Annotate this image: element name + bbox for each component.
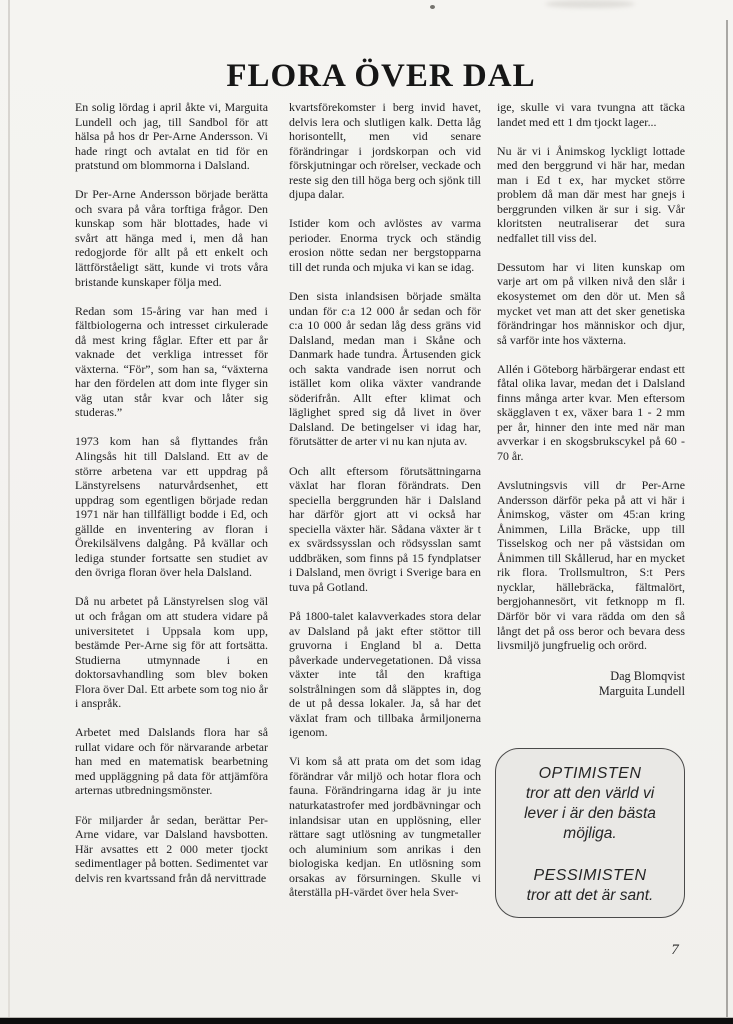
paragraph: Dessutom har vi liten kunskap om varje art om på vilken nivå den slår i ekosystemet om den dör ut. Men så mycket vet man att det sker genetiska förändringar hos människor och djur, så varför inte hos växterna. [497,259,685,347]
quote-box [495,748,685,918]
paragraph: Istider kom och avlöstes av varma perioder. Enorma tryck och ständig erosion nötte sedan ner bergstopparna till det runda och mjuka vi kan se idag. [289,216,481,274]
page-number: 7 [671,942,679,958]
paragraph: Dr Per-Arne Andersson började berätta och svara på våra torftiga frågor. Den kunskap som här blottades, hade vi svårt att hänga med i, men då han redogjorde för allt på ett enkelt och lättförståeligt sätt, kunde vi trots våra bristande kunskaper följa med. [75,187,268,289]
author-name: Marguita Lundell [598,684,685,699]
paragraph: ige, skulle vi vara tvungna att täcka landet med ett 1 dm tjockt lager... [497,100,685,129]
paragraph: Då nu arbetet på Länstyrelsen slog väl ut och frågan om att studera vidare på universitetet i Uppsala kom upp, bestämde Per-Arne sig för att fortsätta. Studierna utmynnade i en doktorsavhandling som blev boken Flora över Dal. Ett arbete som tog nio år i anspråk. [75,594,268,711]
paragraph: 1973 kom han så flyttandes från Alingsås hit till Dalsland. Ett av de större arbetena var ett uppdrag på Länstyrelsens naturvårdsenhet, ett uppdrag som egentligen började redan 1971 när han tillfälligt bodde i Ed, och gällde en inventering av floran i Örekilsälvens dalgång. På kvällar och lediga stunder fortsatte sen studiet av den övriga floran över hela Dalsland. [75,434,268,580]
paragraph: Avslutningsvis vill dr Per-Arne Andersson därför peka på att vi här i Ånimskog, väster om 45:an kring Ånimmen, Lilla Bräcke, upp till Tisselskog och ner på västsidan om Ånimmen till Skållerud, har en mycket rik flora. Trollsmultron, S:t Pers nycklar, hällebräcka, fältmalört, bergjohannesört, vit fetknopp m fl. Därför bör vi vara rädda om den så långt det på oss beror och bevara dess livsmiljö jungfruelig och orörd. [497,478,685,653]
paragraph: Nu är vi i Ånimskog lyckligt lottade med den berggrund vi här har, medan man i Ed t ex, har mycket större problem då man där mest har gnejs i berggrunden vilken är sur i sig. Vår kloritsten neutraliserar det sura nedfallet till viss del. [497,143,685,245]
author-signature [497,669,685,700]
author-name: Dag Blomqvist [610,668,685,683]
paragraph: För miljarder år sedan, berättar Per-Arne vidare, var Dalsland havsbotten. Här avsattes ett 2 000 meter tjockt sedimentlager på botten. Sedimentet var delvis ren kvartssand från då nervittrade [75,812,268,885]
quote-pessimist-text: tror att det är sant. [526,887,654,904]
scan-edge-left [8,0,10,1024]
paragraph: Allén i Göteborg härbärgerar endast ett fåtal olika lavar, medan det i Dalsland finns många arter kvar. Men eftersom skägglaven t ex, växer bara 1 - 2 mm per år, hinner den inte med när man avverkar i en skogsbrukscykel på 60 - 70 år. [497,361,685,463]
scan-smudge [545,0,635,8]
page-title: FLORA ÖVER DAL [226,58,536,95]
paragraph: Arbetet med Dalslands flora har så rullat vidare och för närvarande arbetar han med en matematisk bearbetning med uppläggning på data för attjämföra arternas utbredningsmönster. [75,725,268,798]
quote-optimist-title: OPTIMISTEN [538,765,642,782]
scan-edge-right [726,20,728,1024]
text-column-middle [289,100,481,900]
text-column-left [75,100,268,885]
paragraph: Vi kom så att prata om det som idag förändrar vår miljö och hotar flora och fauna. Förändringarna idag är ju inte naturkatastrofer med jordbävningar och inlandsisar utan en upplösning, eller rättare sagt utlösning av tungmetaller och aluminium som anrikas i den biologiska kedjan. En utlösning som orsakas av försurningen. Skulle vi återställa pH-värdet över hela Sver- [289,754,481,900]
scan-edge-bottom-bar [0,1018,733,1024]
paragraph: Och allt eftersom förutsättningarna växlat har floran förändrats. Den speciella berggrunden här i Dalsland har därför gjort att vi också har speciella växter här. Sådana växter är t ex svärdssysslan och rödsysslan samt uddbräken, som finns på 15 fyndplatser i Dalsland, men övrigt i Sverige bara en tuva på Gotland. [289,463,481,594]
text-column-right-paragraphs [497,100,685,653]
quote-gap [496,844,684,866]
scan-speck [430,5,435,9]
paragraph: kvartsförekomster i berg invid havet, delvis lera och slutligen kalk. Detta låg horisontellt, men vid senare förändringar i jordskorpan och vid förskjutningar och rörelser, veckade och reste sig den till höga berg och sjönk till djupa dalar. [289,100,481,202]
quote-pessimist-title: PESSIMISTEN [533,867,647,884]
paragraph: Den sista inlandsisen började smälta undan för c:a 12 000 år sedan och för c:a 10 000 år sedan låg dess gräns vid Dalsland, medan man i Skåne och Danmark hade tundra. Årtusenden gick och sakta vandrade isen norrut och istället kom olika växter vandrande söderifrån. Allt efter klimat och läglighet spred sig då livet in över Dalsland. De betingelser vi idag har, förutsätter de arter vi nu kan njuta av. [289,289,481,449]
paragraph: På 1800-talet kalavverkades stora delar av Dalsland på jakt efter stöttor till gruvorna i England bl a. Detta påverkade undervegetationen. Då vissa växter inte tål den kraftiga solstrålningen som då släpptes in, dog de ut på dessa lokaler. Ja, så har det växlat fram och tillbaka årmiljonerna igenom. [289,608,481,740]
paragraph: En solig lördag i april åkte vi, Marguita Lundell och jag, till Sandbol för att hälsa på hos dr Per-Arne Andersson. Vi hade ringt och avtalat en tid för en pratstund om blommorna i Dalsland. [75,100,268,173]
quote-optimist-text: tror att den värld vi lever i är den bästa möjliga. [524,785,656,842]
paragraph: Redan som 15-åring var han med i fältbiologerna och intresset cirkulerade då mest kring fåglar. Efter ett par år vaknade det verkliga intresset för växterna. “För”, som han sa, “växterna har den fördelen att dom inte flyger sin väg utan står kvar och låter sig studeras.” [75,303,268,420]
text-column-right [497,100,685,700]
